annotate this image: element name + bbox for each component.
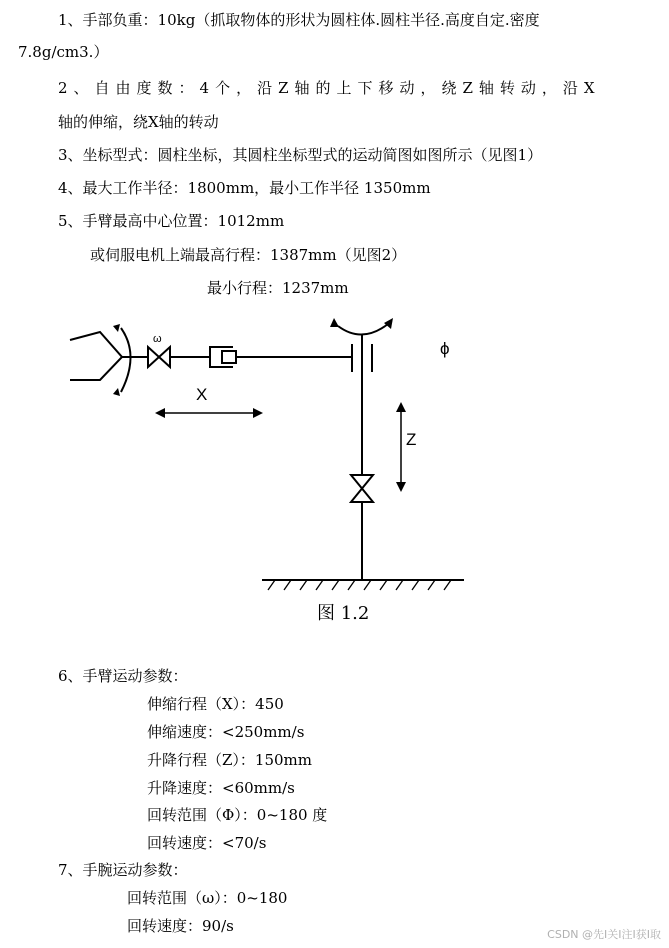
watermark: CSDN @先I关I注I获I取 [547, 928, 661, 941]
wrist-param-rotation-speed: 回转速度：90/s [127, 917, 234, 935]
para-1-line-1: 1、手部负重：10kg（抓取物体的形状为圆柱体.圆柱半径.高度自定.密度 [58, 11, 540, 29]
para-5-min-stroke: 最小行程：1237mm [207, 279, 349, 297]
wrist-arc-arrow-bottom [113, 388, 120, 396]
arm-param-rotation-range: 回转范围（Φ）：0~180 度 [147, 806, 328, 824]
arm-param-stroke-z: 升降行程（Z）：150mm [147, 751, 313, 769]
para-1-line-2: 7.8g/cm3.） [18, 43, 109, 61]
para-7: 7、手腕运动参数： [58, 861, 188, 879]
x-arrow-right [253, 408, 263, 418]
arm-param-rotation-speed: 回转速度：<70/s [147, 834, 267, 852]
para-5-servo: 或伺服电机上端最高行程：1387mm（见图2） [90, 246, 407, 264]
para-3: 3、坐标型式：圆柱坐标，其圆柱坐标型式的运动简图如图所示（见图1） [58, 146, 543, 164]
column-arc-arrow-right [384, 318, 393, 329]
x-axis-label: X [196, 385, 208, 404]
para-2-line-1: 2、自由度数：4个，沿Z轴的上下移动，绕Z轴转动，沿X [58, 79, 601, 97]
z-arrow-down [396, 482, 406, 492]
gripper-jaws [70, 332, 122, 380]
telescope-slider [222, 351, 236, 363]
arm-param-speed-x: 伸缩速度：<250mm/s [147, 723, 305, 741]
para-2-line-2: 轴的伸缩，绕X轴的转动 [58, 113, 219, 131]
para-5: 5、手臂最高中心位置：1012mm [58, 212, 285, 230]
para-4: 4、最大工作半径：1800mm，最小工作半径 1350mm [58, 179, 431, 197]
column-rotation-arc [338, 324, 388, 335]
wrist-joint [148, 347, 170, 367]
wrist-param-rotation-range: 回转范围（ω）：0~180 [127, 889, 288, 907]
phi-label: ϕ [440, 339, 450, 358]
arm-param-speed-z: 升降速度：<60mm/s [147, 779, 295, 797]
ground-hatching [268, 580, 451, 590]
para-6: 6、手臂运动参数： [58, 667, 188, 685]
omega-label: ω [153, 333, 162, 345]
z-arrow-up [396, 402, 406, 412]
z-axis-label: Z [406, 430, 417, 449]
lift-joint [351, 475, 373, 502]
column-arc-arrow-left [330, 318, 339, 327]
figure-caption: 图 1.2 [317, 603, 370, 624]
motion-diagram [0, 300, 669, 640]
wrist-rotation-arc [121, 328, 131, 392]
x-arrow-left [155, 408, 165, 418]
wrist-arc-arrow-top [113, 324, 120, 332]
arm-param-stroke-x: 伸缩行程（X）：450 [147, 695, 284, 713]
